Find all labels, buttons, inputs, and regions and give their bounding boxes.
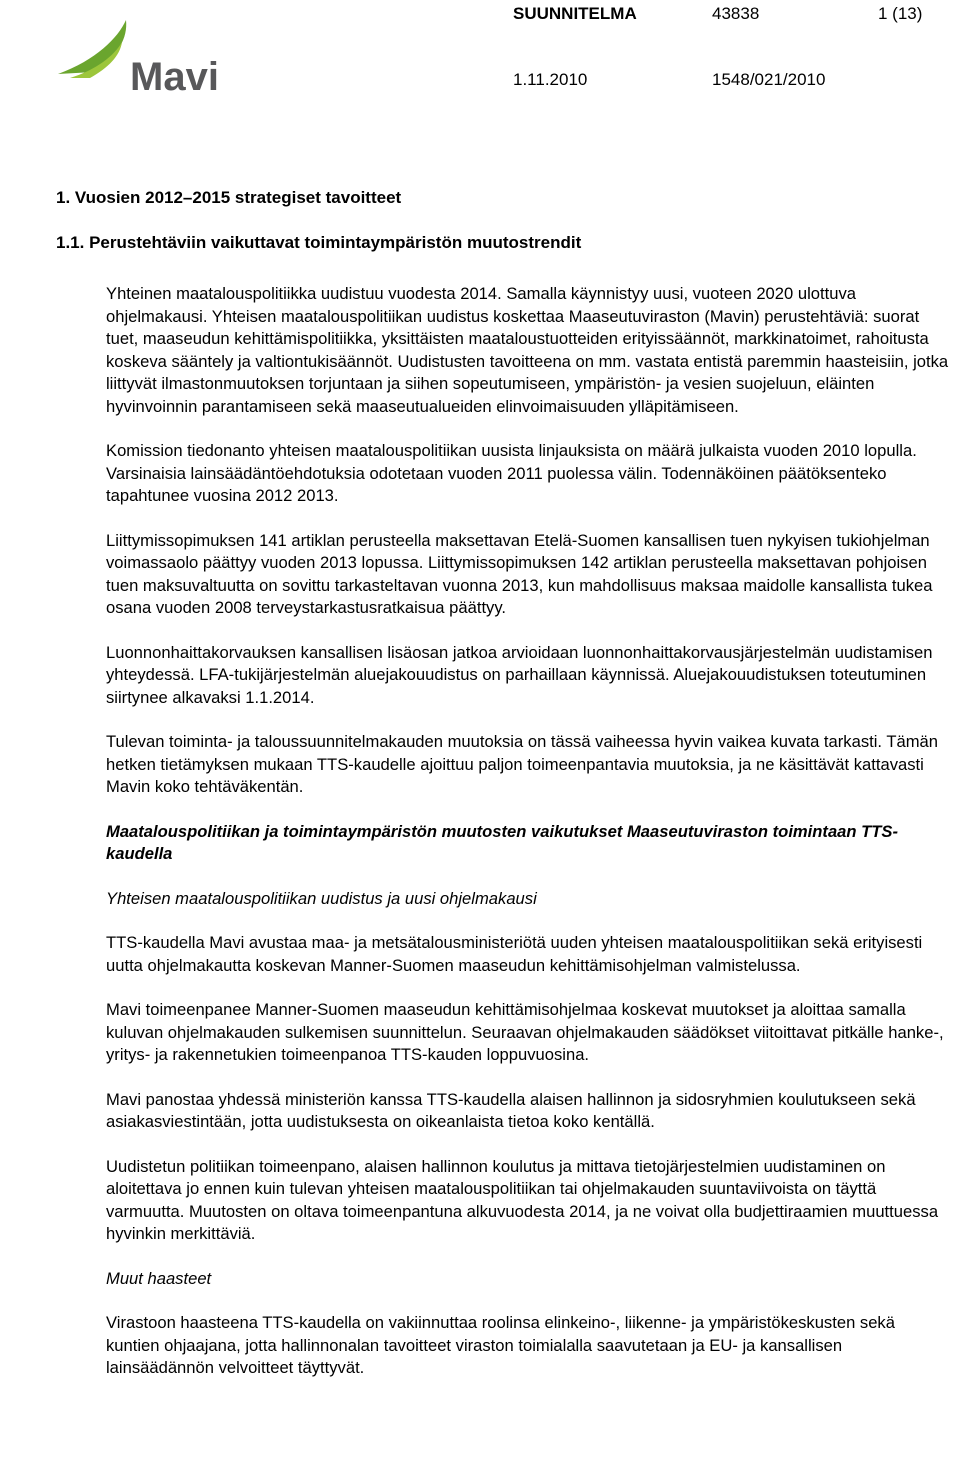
doc-date: 1.11.2010 [513,70,588,89]
paragraph: Tulevan toiminta- ja taloussuunnitelmakauden muutoksia on tässä vaiheessa hyvin vaikea kuvata tarkasti. Tämän hetken tietämyksen mukaan TTS-kaudelle ajoittuu paljon toimeenpantavia muutoksia, ja ne käsittävät kattavasti Mavin koko tehtäväkentän. [106,732,938,796]
paragraph: Yhteinen maatalouspolitiikka uudistuu vuodesta 2014. Samalla käynnistyy uusi, vuoteen 2020 ulottuva ohjelmakausi. Yhteisen maatalouspolitiikan uudistus koskettaa Maaseutuviraston (Mavin) perustehtäviä: suorat tuet, maaseudun kehittämispolitiikka, yksittäisten maataloustuotteiden erityissäännöt, markkinatoimet, rahoitusta koskeva sääntely ja valtiontukisäännöt. Uudistusten tavoitteena on mm. vastata entistä paremmin haasteisiin, jotka liittyvät ilmastonmuutoksen torjuntaan ja siihen sopeutumiseen, ympäristön- ja vesien suojeluun, eläinten hyvinvoinnin parantamiseen sekä maaseutualueiden elinvoimaisuuden ylläpitämiseen. [106,284,949,416]
paragraph: Mavi toimeenpanee Manner-Suomen maaseudun kehittämisohjelmaa koskevat muutokset ja aloittaa samalla kuluvan ohjelmakauden sulkemisen suunnittelun. Seuraavan ohjelmakauden säädökset viitoittavat pitkälle hanke-, yritys- ja rakennetukien toimeenpanoa TTS-kauden loppuvuosina. [106,1000,944,1064]
body-text [106,283,952,1402]
logo-leaf-shape [58,20,126,74]
paragraph: Virastoon haasteena TTS-kaudella on vakiinnuttaa roolinsa elinkeino-, liikenne- ja ympäristökeskusten sekä kuntien ohjaajana, jotta hallinnonalan tavoitteet viraston toimialalla saavutetaan ja EU- ja kansallisen lainsäädännön velvoitteet täyttyvät. [106,1313,895,1377]
subsection-heading: 1.1. Perustehtäviin vaikuttavat toimintaympäristön muutostrendit [56,233,582,252]
paragraph: Komission tiedonanto yhteisen maatalouspolitiikan uusista linjauksista on määrä julkaista vuoden 2010 lopulla. Varsinaisia lainsäädäntöehdotuksia odotetaan vuoden 2011 puolessa välin. Todennäköinen päätöksenteko tapahtunee vuosina 2012 2013. [106,441,917,505]
paragraph: Liittymissopimuksen 141 artiklan perusteella maksettavan Etelä-Suomen kansallisen tuen nykyisen tukiohjelman voimassaolo päättyy vuoden 2013 lopussa. Liittymissopimuksen 142 artiklan perusteella maksettavan pohjoisen tuen maksuvaltuutta on sovittu tarkasteltavan vuonna 2013, kun mahdollisuus maksaa maidolle kansallista tukea osana vuoden 2008 terveystarkastusratkaisua päättyy. [106,530,933,617]
doc-type: SUUNNITELMA [513,4,637,23]
section-heading: 1. Vuosien 2012–2015 strategiset tavoitteet [56,188,402,207]
doc-reference: 1548/021/2010 [712,70,826,89]
subheading-italic: Muut haasteet [106,1268,212,1288]
logo-text: Mavi [130,55,219,96]
subheading-bold-italic: Maatalouspolitiikan ja toimintaympäristön muutosten vaikutukset Maaseutuviraston toimintaan TTS-kaudella [106,821,899,863]
paragraph: Mavi panostaa yhdessä ministeriön kanssa TTS-kaudella alaisen hallinnon ja sidosryhmien koulutukseen sekä asiakasviestintään, jotta uudistuksesta on oikeanlaista tietoa koko kentällä. [106,1089,916,1131]
paragraph: TTS-kaudella Mavi avustaa maa- ja metsätalousministeriötä uuden yhteisen maatalouspolitiikan sekä erityisesti uutta ohjelmakautta koskevan Manner-Suomen maaseudun kehittämisohjelman valmistelussa. [106,933,923,975]
page-number: 1 (13) [878,4,923,23]
paragraph: Luonnonhaittakorvauksen kansallisen lisäosan jatkoa arvioidaan luonnonhaittakorvausjärjestelmän uudistamisen yhteydessä. LFA-tukijärjestelmän aluejakouudistus on parhaillaan käynnissä. Aluejakouudistuksen toteutuminen siirtynee alkavaksi 1.1.2014. [106,642,933,707]
paragraph: Uudistetun politiikan toimeenpano, alaisen hallinnon koulutus ja mittava tietojärjestelmien uudistaminen on aloitettava jo ennen kuin tulevan yhteisen maatalouspolitiikan tai ohjelmakauden suuntaviivoista on täyttä varmuutta. Muutosten on oltava toimeenpantuna alkuvuodesta 2014, ja ne voivat olla budjettiraamien muuttuessa hyvinkin merkittäviä. [106,1156,939,1243]
doc-number: 43838 [712,4,760,23]
subheading-italic: Yhteisen maatalouspolitiikan uudistus ja uusi ohjelmakausi [106,888,537,908]
mavi-logo [56,16,236,96]
